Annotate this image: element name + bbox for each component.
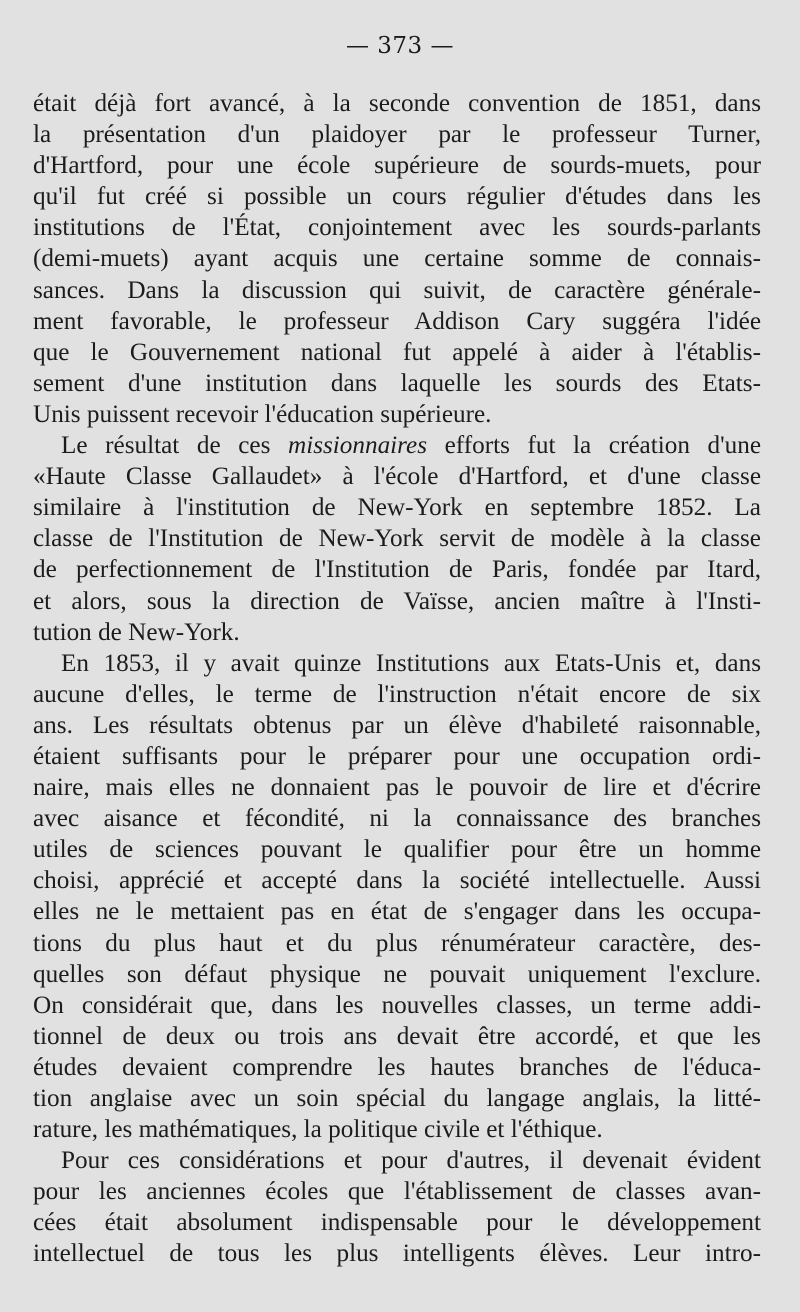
text-line: que le Gouvernement national fut appelé à aider à l'établis- — [33, 338, 761, 366]
text-line: classe de l'Institution de New-York servit de modèle à la classe — [33, 525, 761, 553]
text-line: d'Hartford, pour une école supérieure de sourds-muets, pour — [33, 152, 761, 180]
text-line: institutions de l'État, conjointement avec les sourds-parlants — [33, 214, 761, 242]
text-line: études devaient comprendre les hautes branches de l'éduca- — [33, 1053, 761, 1081]
text-line: étaient suffisants pour le préparer pour une occupation ordi- — [33, 742, 761, 770]
text-line: rature, les mathématiques, la politique civile et l'éthique. — [33, 1116, 603, 1144]
text-line: utiles de sciences pouvant le qualifier pour être un homme — [33, 836, 761, 864]
text-line: intellectuel de tous les plus intelligents élèves. Leur intro- — [33, 1240, 761, 1268]
paragraph-4 — [33, 1145, 761, 1269]
text-line: «Haute Classe Gallaudet» à l'école d'Hartford, et d'une classe — [33, 463, 761, 491]
paragraph-1 — [33, 88, 761, 430]
text-line — [33, 430, 761, 461]
text-line: qu'il fut créé si possible un cours régulier d'études dans les — [33, 183, 761, 211]
text-line: elles ne le mettaient pas en état de s'engager dans les occupa- — [33, 898, 761, 926]
text-line: de perfectionnement de l'Institution de Paris, fondée par Itard, — [33, 556, 761, 584]
text-line: tution de New-York. — [33, 618, 240, 646]
text-line: En 1853, il y avait quinze Institutions aux Etats-Unis et, dans — [61, 649, 761, 677]
body-text — [33, 88, 761, 1270]
text-line: similaire à l'institution de New-York en septembre 1852. La — [33, 494, 761, 522]
page-number: — 373 — — [345, 33, 455, 59]
text-run: Le résultat de ces — [61, 432, 288, 460]
text-line: ment favorable, le professeur Addison Cary suggéra l'idée — [33, 307, 761, 335]
paragraph-2 — [33, 430, 761, 648]
text-line: tion anglaise avec un soin spécial du langage anglais, la litté- — [33, 1085, 761, 1112]
text-line: et alors, sous la direction de Vaïsse, ancien maître à l'Insti- — [33, 587, 761, 615]
text-line: quelles son défaut physique ne pouvait uniquement l'exclure. — [33, 960, 761, 988]
text-line: (demi-muets) ayant acquis une certaine somme de connais- — [33, 245, 761, 273]
paragraph-3 — [33, 648, 761, 1146]
text-line: sement d'une institution dans laquelle les sourds des Etats- — [33, 369, 761, 397]
text-line: était déjà fort avancé, à la seconde convention de 1851, dans — [33, 90, 761, 117]
text-line: cées était absolument indispensable pour le développement — [33, 1209, 761, 1237]
text-line: tions du plus haut et du plus rénumérateur caractère, des- — [33, 929, 761, 957]
text-line: tionnel de deux ou trois ans devait être accordé, et que les — [33, 1022, 761, 1050]
text-line: Pour ces considérations et pour d'autres, il devenait évident — [61, 1147, 761, 1175]
text-line: On considérait que, dans les nouvelles classes, un terme addi- — [33, 991, 761, 1019]
text-line: pour les anciennes écoles que l'établissement de classes avan- — [33, 1178, 761, 1206]
text-line: Unis puissent recevoir l'éducation supérieure. — [33, 400, 492, 428]
text-line: la présentation d'un plaidoyer par le professeur Turner, — [33, 121, 761, 149]
text-line: aucune d'elles, le terme de l'instruction n'était encore de six — [33, 680, 761, 708]
emphasis-text: missionnaires — [288, 432, 428, 460]
text-line: naire, mais elles ne donnaient pas le pouvoir de lire et d'écrire — [33, 774, 761, 802]
text-line: avec aisance et fécondité, ni la connaissance des branches — [33, 805, 761, 833]
text-run: efforts fut la création d'une — [427, 432, 762, 460]
text-line: choisi, apprécié et accepté dans la société intellectuelle. Aussi — [33, 867, 761, 895]
text-line: ans. Les résultats obtenus par un élève d'habileté raisonnable, — [33, 711, 761, 739]
text-line: sances. Dans la discussion qui suivit, de caractère générale- — [33, 276, 761, 304]
